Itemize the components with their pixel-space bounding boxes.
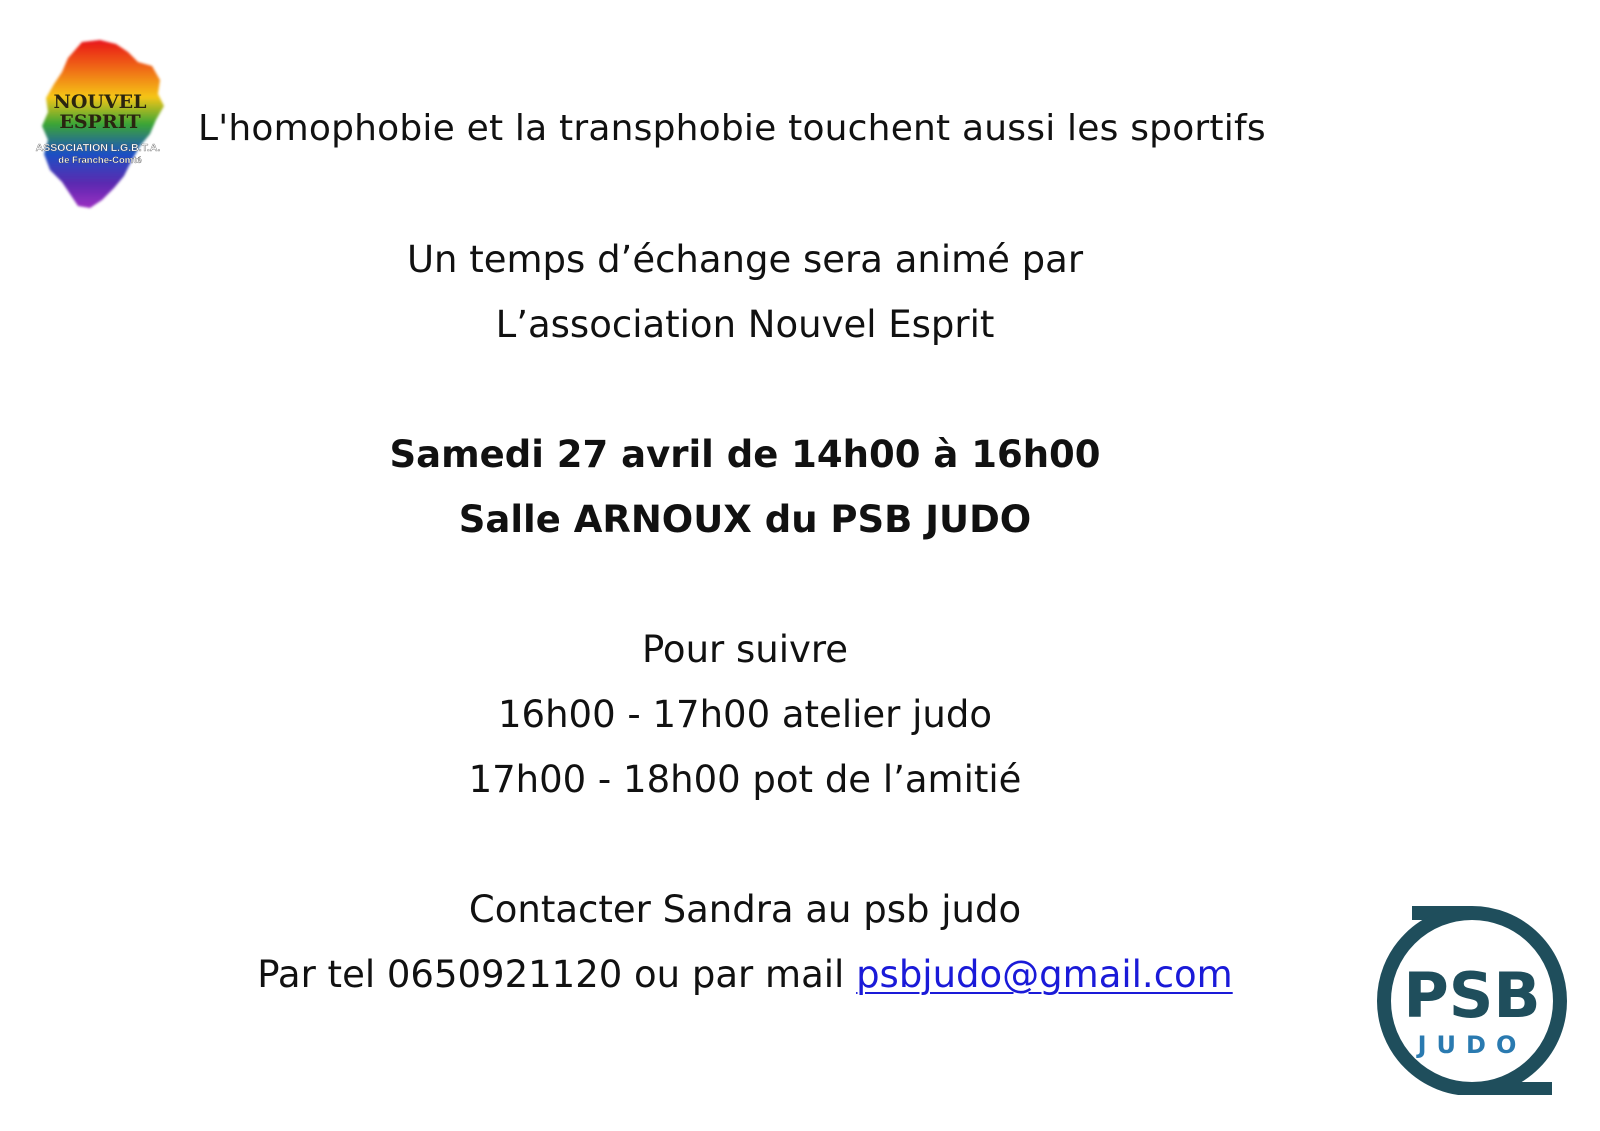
nouvel-esprit-logo: [20, 36, 175, 216]
logo-text-region: de Franche-Comté: [58, 155, 142, 166]
contact-line-1: Contacter Sandra au psb judo: [468, 888, 1022, 931]
followup-item-2: 17h00 - 18h00 pot de l’amitié: [468, 758, 1022, 801]
event-place: Salle ARNOUX du PSB JUDO: [458, 498, 1032, 541]
contact-line-2: [0, 953, 1490, 996]
headline: L'homophobie et la transphobie touchent aussi les sportifs: [198, 108, 1266, 149]
logo-text-judo: JUDO: [1417, 1031, 1527, 1059]
contact-phone-text: Par tel 0650921120 ou par mail: [257, 953, 857, 996]
logo-text-psb: PSB: [1403, 959, 1541, 1032]
logo-text-esprit: ESPRIT: [59, 111, 141, 133]
intro-line-1: Un temps d’échange sera animé par: [406, 238, 1084, 281]
psb-judo-logo: [1372, 905, 1572, 1095]
contact-email-link[interactable]: psbjudo@gmail.com: [856, 953, 1233, 996]
followup-title: Pour suivre: [641, 628, 849, 671]
logo-text-association: ASSOCIATION L.G.B.T.A.: [35, 142, 161, 154]
event-date: Samedi 27 avril de 14h00 à 16h00: [389, 433, 1101, 476]
logo-text-nouvel: NOUVEL: [53, 91, 147, 113]
followup-item-1: 16h00 - 17h00 atelier judo: [498, 693, 992, 736]
intro-line-2: L’association Nouvel Esprit: [495, 303, 995, 346]
